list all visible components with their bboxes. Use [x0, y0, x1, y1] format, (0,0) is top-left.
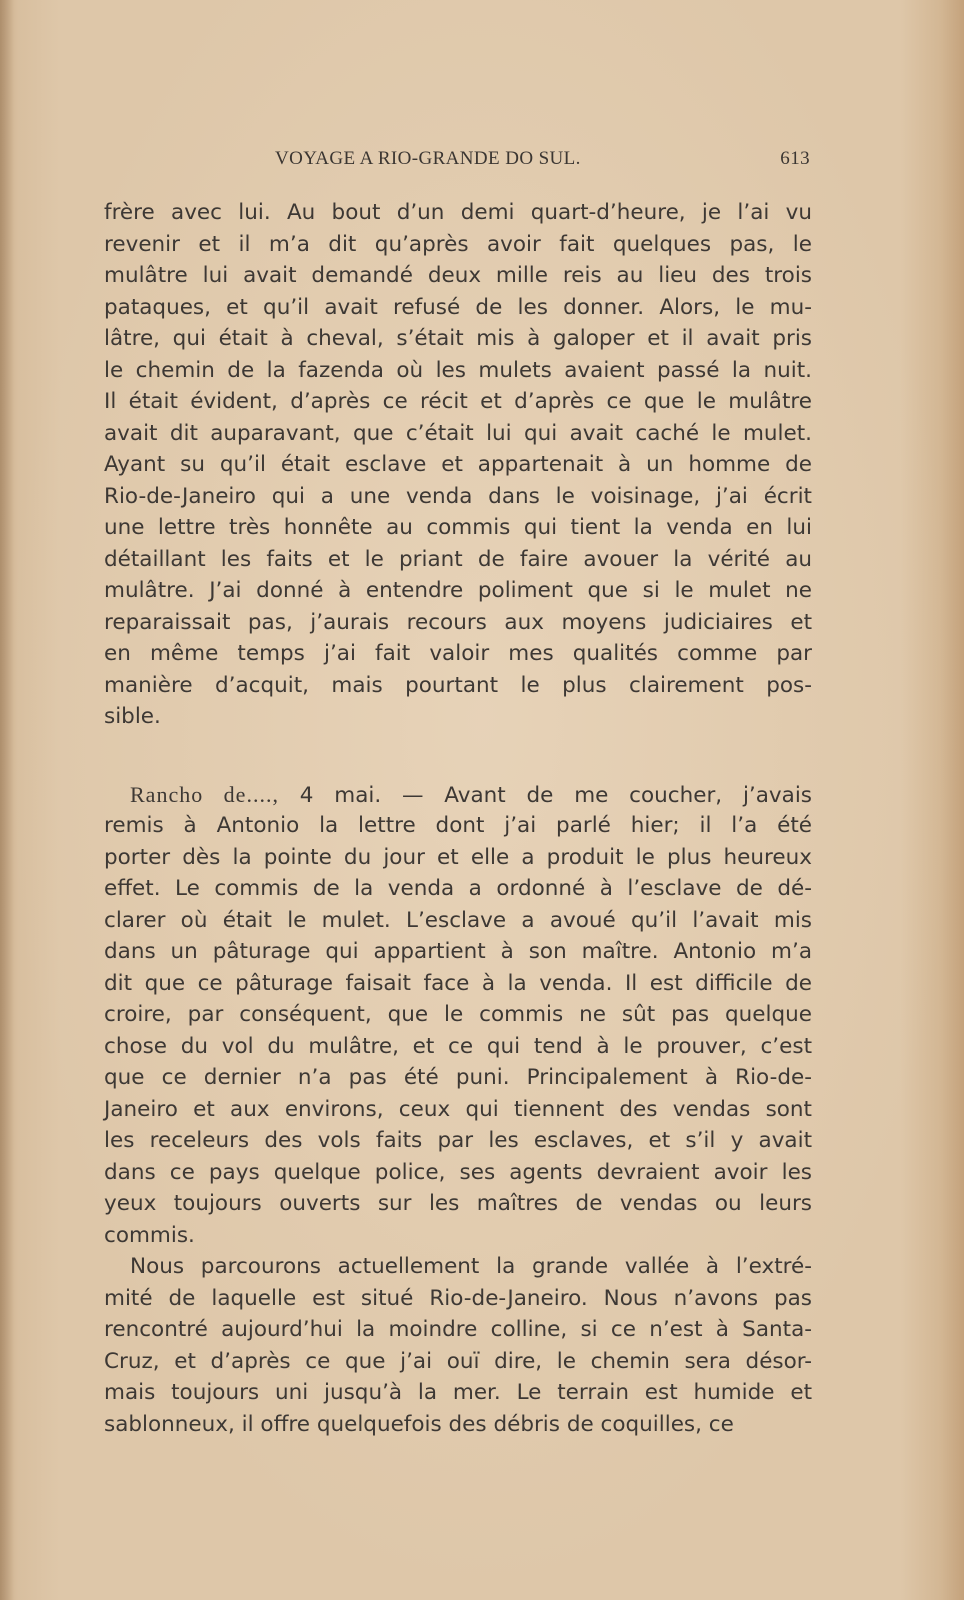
text-line: en même temps j’ai fait valoir mes qualités comme par	[104, 641, 812, 666]
text-line: clarer où était le mulet. L’esclave a avoué qu’il l’avait mis	[104, 907, 812, 933]
text-line: avait dit auparavant, que c’était lui qui avait caché le mulet.	[104, 420, 812, 446]
text-line: croire, par conséquent, que le commis ne sût pas quelque	[104, 1002, 812, 1027]
text-line: les receleurs des vols faits par les esclaves, et s’il y avait	[104, 1128, 812, 1153]
section-gap	[104, 733, 812, 779]
text-line: Rio-de-Janeiro qui a une venda dans le voisinage, j’ai écrit	[104, 483, 812, 509]
text-line: dans un pâturage qui appartient à son maître. Antonio m’a	[104, 939, 812, 964]
text-line: que ce dernier n’a pas été puni. Principalement à Rio-de-	[104, 1065, 812, 1090]
place-heading: Rancho de....,	[130, 781, 279, 807]
text-line: lâtre, qui était à cheval, s’était mis à galoper et il avait pris	[104, 326, 812, 351]
text-line: commis.	[104, 1222, 195, 1248]
text-line: revenir et il m’a dit qu’après avoir fait quelques pas, le	[104, 231, 812, 257]
text-line: remis à Antonio la lettre dont j’ai parlé hier; il l’a été	[104, 813, 812, 838]
paragraph-2	[104, 779, 812, 1252]
text-line: dans ce pays quelque police, ses agents devraient avoir les	[104, 1159, 812, 1185]
text-line: mulâtre. J’ai donné à entendre poliment que si le mulet ne	[104, 578, 812, 603]
text-line: sablonneux, il offre quelquefois des débris de coquilles, ce	[104, 1411, 734, 1437]
text-line: Nous parcourons actuellement la grande vallée à l’extré-	[130, 1254, 812, 1279]
text-line: chose du vol du mulâtre, et ce qui tend à le prouver, c’est	[104, 1033, 812, 1059]
page-edge-shadow	[0, 0, 14, 1600]
text-line: mulâtre lui avait demandé deux mille reis au lieu des trois	[104, 263, 812, 288]
text-line: effet. Le commis de la venda a ordonné à l’esclave de dé-	[104, 876, 812, 901]
text-line: détaillant les faits et le priant de faire avouer la vérité au	[104, 546, 812, 572]
page-number: 613	[780, 148, 810, 169]
text-line: mité de laquelle est situé Rio-de-Janeiro. Nous n’avons pas	[104, 1285, 812, 1311]
running-title: VOYAGE A RIO-GRANDE DO SUL.	[275, 148, 581, 169]
text-line: pataques, et qu’il avait refusé de les donner. Alors, le mu-	[104, 294, 812, 320]
text-line: reparaissait pas, j’aurais recours aux moyens judiciaires et	[104, 609, 812, 635]
text-line: yeux toujours ouverts sur les maîtres de vendas ou leurs	[104, 1191, 812, 1216]
text-line: Janeiro et aux environs, ceux qui tiennent des vendas sont	[104, 1096, 812, 1122]
text-line: porter dès la pointe du jour et elle a produit le plus heureux	[104, 844, 812, 870]
text-line: mais toujours uni jusqu’à la mer. Le terrain est humide et	[104, 1380, 812, 1405]
paragraph-1	[104, 197, 812, 733]
text-line: Cruz, et d’après ce que j’ai ouï dire, le chemin sera désor-	[104, 1348, 812, 1374]
text-line: manière d’acquit, mais pourtant le plus clairement pos-	[104, 672, 812, 698]
text-line: rencontré aujourd’hui la moindre colline, si ce n’est à Santa-	[104, 1317, 812, 1342]
body-text	[104, 197, 812, 1440]
text-line: frère avec lui. Au bout d’un demi quart-d’heure, je l’ai vu	[104, 200, 812, 225]
text-line: sible.	[104, 704, 161, 729]
running-head	[105, 148, 810, 178]
text-line: Il était évident, d’après ce récit et d’après ce que le mulâtre	[104, 389, 812, 414]
text-line: une lettre très honnête au commis qui tient la venda en lui	[104, 515, 812, 540]
paragraph-3	[104, 1251, 812, 1440]
text-line: le chemin de la fazenda où les mulets avaient passé la nuit.	[104, 357, 812, 383]
text-line: Ayant su qu’il était esclave et appartenait à un homme de	[104, 452, 812, 477]
paragraph-2-body	[104, 810, 812, 1251]
first-line-rest: 4 mai. — Avant de me coucher, j’avais	[299, 782, 812, 808]
text-line: dit que ce pâturage faisait face à la venda. Il est difficile de	[104, 970, 812, 996]
paragraph-2-first-line	[104, 779, 812, 811]
